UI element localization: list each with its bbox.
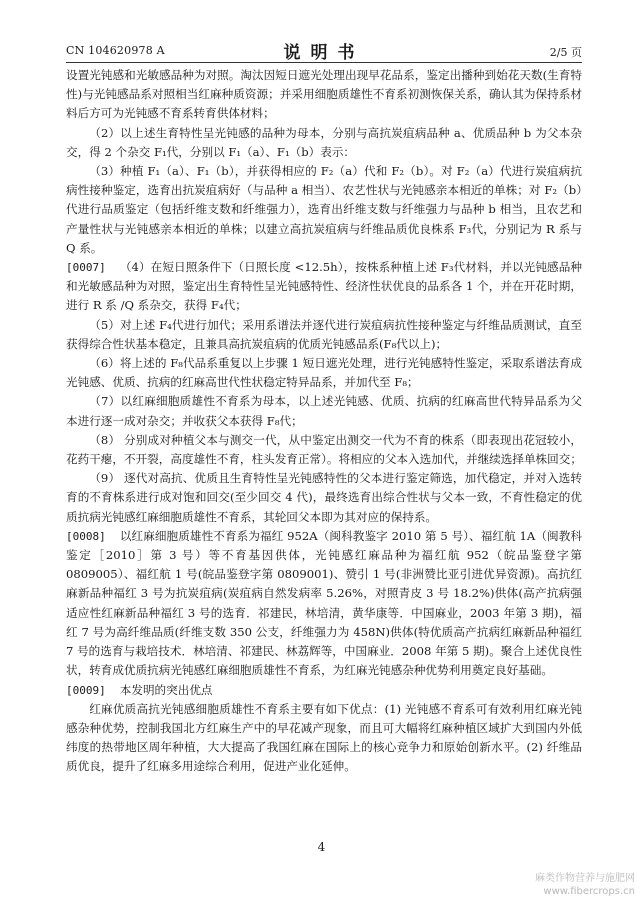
paragraph-number: [0008] xyxy=(66,529,106,543)
paragraph-text: （9） 逐代对高抗、优质且生育特性呈光钝感特性的父本进行鉴定筛选，加代稳定，并对入选转育的不育株系进行成对饱和回交(至少回交 4 代)，最终选育出综合性状与父本一致，不育性稳定的优质抗病光钝感红麻细胞质雄性不育系，其轮回父本即为其对应的保持系。 xyxy=(66,471,582,524)
paragraph-text: 红麻优质高抗光钝感细胞质雄性不育系主要有如下优点：(1) 光钝感不育系可有效利用红麻光钝感杂种优势，控制我国北方红麻生产中的早花减产现象，而且可大幅将红麻种植区域扩大到国内外低纬度的热带地区周年种植，大大提高了我国红麻在国际上的核心竞争力和原始创新水平。(2) 纤维品质优良，提升了红麻多用途综合利用，促进产业化延伸。 xyxy=(66,701,582,774)
paragraph-text: 以红麻细胞质雄性不育系为福红 952A（闽科教鉴字 2010 第 5 号）、福红航 1A（闽教科鉴定［2010］第 3 号）等不育基因供体，光钝感红麻品种为福红航 952（皖品鉴登字第 0809005）、福红航 1 号(皖品鉴登字第 0809001)、赞引 1 号(非洲赞比亚引进优异资源)。高抗红麻新品种福红 3 号为抗炭疽病(炭疽病自然发病率 5.26%，对照青皮 3 号 18.2%)供体(高产抗病强适应性红麻新品种福红 3 号的选育．祁建民，林培清，黄华康等．中国麻业，2003 年第 3 期)，福红 7 号为高纤维品质(纤维支数 350 公支，纤维强力为 458N)供体(特优质高产抗病红麻新品种福红 7 号的选育与栽培技术．林培清、祁建民、林荔辉等，中国麻业．2008 年第 5 期)。聚合上述优良性状，转育成优质抗病光钝感红麻细胞质雄性不育系，为红麻光钝感杂种优势利用奠定良好基础。 xyxy=(66,528,582,678)
paragraph xyxy=(66,258,582,316)
paragraph-text: （5）对上述 F₄代进行加代；采用系谱法并逐代进行炭疽病抗性接种鉴定与纤维品质测试，直至获得综合性状基本稳定，且兼具高抗炭疽病的优质光钝感品系(F₈代以上)； xyxy=(66,317,582,351)
paragraph xyxy=(66,162,582,258)
document-body xyxy=(66,66,582,777)
page-header xyxy=(66,38,582,62)
paragraph-text: 设置光钝感和光敏感品种为对照。淘汰因短日遮光处理出现早花品系，鉴定出播种到始花天数(生育特性)与光钝感品系对照相当红麻种质资源；并采用细胞质雄性不育系初测恢保关系，确认其为保持系材料后方可为光钝感不育系转育供体材料； xyxy=(66,68,582,121)
paragraph-text: （7）以红麻细胞质雄性不育系为母本，以上述光钝感、优质、抗病的红麻高世代特异品系为父本进行逐一成对杂交；并收获父本获得 F₈代； xyxy=(66,394,582,428)
paragraph xyxy=(66,431,582,469)
paragraph xyxy=(66,316,582,354)
paragraph xyxy=(66,469,582,527)
paragraph xyxy=(66,527,582,681)
watermark-site-name: 麻类作物营养与施肥网 xyxy=(535,873,635,884)
watermark xyxy=(535,872,635,898)
page-indicator: 2/5 页 xyxy=(549,46,582,59)
paragraph-text: （3）种植 F₁（a）、F₁（b），并获得相应的 F₂（a）代和 F₂（b）。对 F₂（a）代进行炭疽病抗病性接种鉴定，选育出抗炭疽病好（与品种 a 相当）、农艺性状与光钝感亲本相近的单株；对 F₂（b）代进行品质鉴定（包括纤维支数和纤维强力），选育出纤维支数与纤维强力与品种 b 相当，且农艺和产量性状与光钝感亲本相近的单株；以建立高抗炭疽病与纤维品质优良株系 F₃代，分别记为 R 系与 Q 系。 xyxy=(66,164,582,255)
watermark-url: www.fibercrops.cn xyxy=(543,886,635,897)
paragraph-text: （4）在短日照条件下（日照长度 <12.5h），按株系种植上述 F₃代材料，并以光钝感品种和光敏感品种为对照，鉴定出生育特性呈光钝感特性、经济性状优良的品系各 1 个，并在开花时期，进行 R 系 /Q 系杂交，获得 F₄代； xyxy=(66,260,582,313)
paragraph xyxy=(66,66,582,124)
paragraph xyxy=(66,354,582,392)
patent-number: CN 104620978 A xyxy=(66,44,165,57)
page-number: 4 xyxy=(317,840,326,854)
paragraph-number: [0007] xyxy=(66,261,106,275)
document-title: 说明书 xyxy=(283,43,365,63)
paragraph-number: [0009] xyxy=(66,683,106,697)
paragraph-text: 本发明的突出优点 xyxy=(119,682,213,697)
header-rule xyxy=(66,62,582,63)
paragraph xyxy=(66,392,582,430)
paragraph xyxy=(66,124,582,162)
paragraph-text: （8） 分别成对种植父本与测交一代，从中鉴定出测交一代为不育的株系（即表现出花冠较小，花药干瘪，不开裂，高度雄性不育，柱头发育正常）。将相应的父本入选加代，并继续选择单株回交； xyxy=(66,432,582,467)
paragraph xyxy=(66,681,582,700)
paragraph-text: （2）以上述生育特性呈光钝感的品种为母本，分别与高抗炭疽病品种 a、优质品种 b 为父本杂交，得 2 个杂交 F₁代，分别以 F₁（a）、F₁（b）表示： xyxy=(66,125,582,159)
paragraph xyxy=(66,700,582,777)
paragraph-text: （6）将上述的 F₈代品系重复以上步骤 1 短日遮光处理，进行光钝感特性鉴定，采取系谱法育成光钝感、优质、抗病的红麻高世代性状稳定特异品系，并加代至 F₈； xyxy=(66,356,582,390)
